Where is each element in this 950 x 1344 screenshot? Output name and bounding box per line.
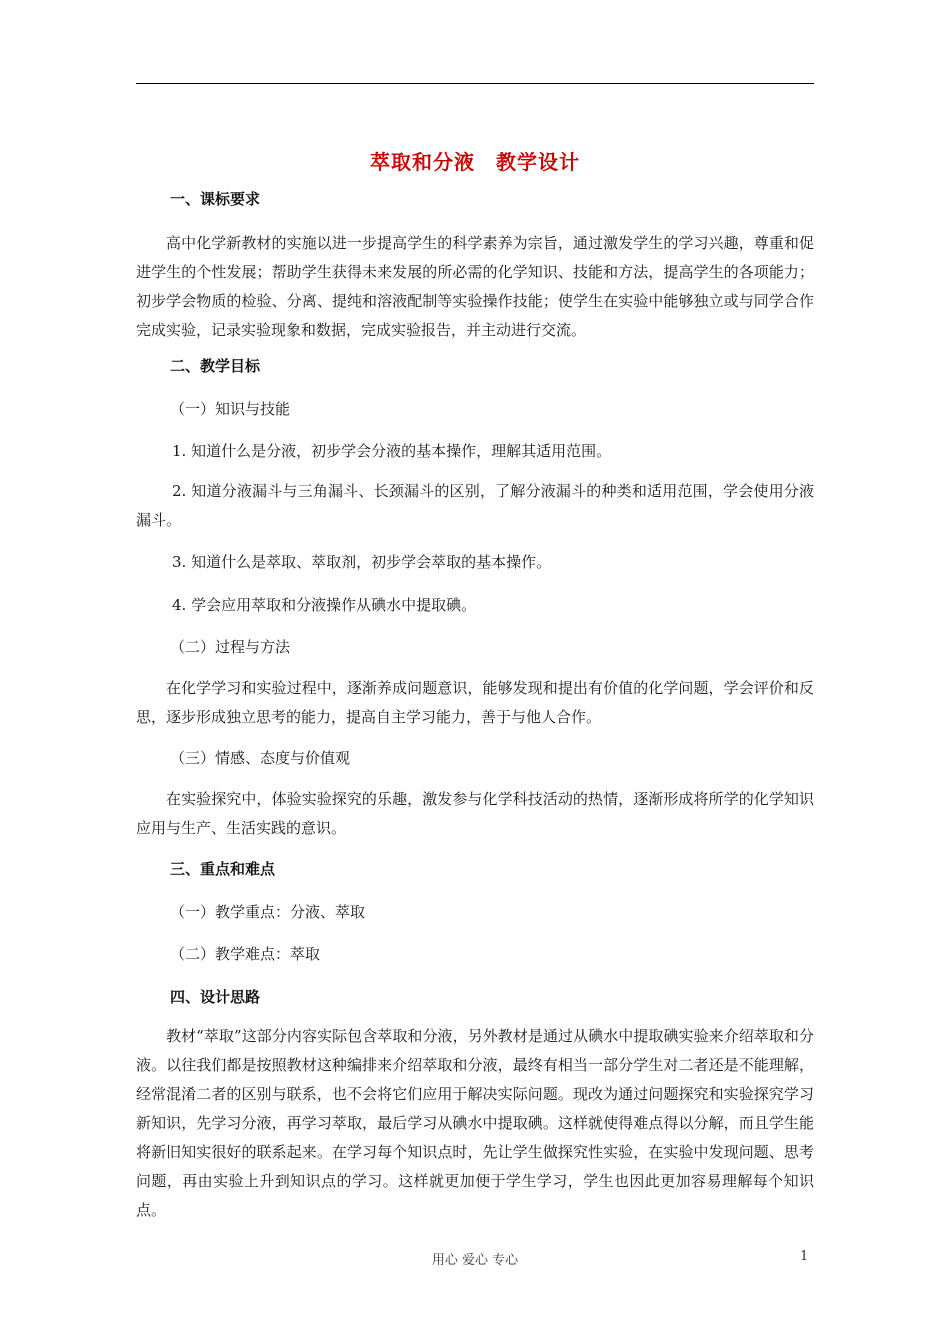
objective-item-1: 1. 知道什么是分液，初步学会分液的基本操作，理解其适用范围。	[172, 442, 612, 460]
objective-item-4: 4. 学会应用萃取和分液操作从碘水中提取碘。	[172, 596, 477, 614]
section-heading-4: 四、设计思路	[170, 988, 261, 1006]
footer-motto: 用心 爱心 专心	[431, 1253, 519, 1268]
subheading-process-method: （二）过程与方法	[170, 638, 291, 656]
section-1-paragraph: 高中化学新教材的实施以进一步提高学生的科学素养为宗旨，通过激发学生的学习兴趣，尊重和促进学生的个性发展；帮助学生获得未来发展的所必需的化学知识、技能和方法，提高学生的各项能力；初步学会物质的检验、分离、提纯和溶液配制等实验操作技能；使学生在实验中能够独立或与同学合作完成实验，记录实验现象和数据，完成实验报告，并主动进行交流。	[136, 234, 814, 339]
subheading-attitude-values: （三）情感、态度与价值观	[170, 749, 351, 767]
objective-item-2: 2. 知道分液漏斗与三角漏斗、长颈漏斗的区别，了解分液漏斗的种类和适用范围，学会使用分液漏斗。	[136, 482, 814, 529]
section-heading-1: 一、课标要求	[170, 190, 261, 208]
section-heading-2: 二、教学目标	[170, 357, 261, 375]
document-title: 萃取和分液 教学设计	[370, 150, 580, 174]
subheading-knowledge-skills: （一）知识与技能	[170, 400, 291, 418]
header-rule	[136, 83, 814, 84]
teaching-focus: （一）教学重点：分液、萃取	[170, 903, 366, 921]
attitude-values-paragraph: 在实验探究中，体验实验探究的乐趣，激发参与化学科技活动的热情，逐渐形成将所学的化学知识应用与生产、生活实践的意识。	[136, 790, 814, 837]
process-method-paragraph: 在化学学习和实验过程中，逐渐养成问题意识，能够发现和提出有价值的化学问题，学会评价和反思，逐步形成独立思考的能力，提高自主学习能力，善于与他人合作。	[136, 679, 814, 726]
teaching-difficulty: （二）教学难点：萃取	[170, 945, 321, 963]
design-idea-paragraph: 教材“萃取”这部分内容实际包含萃取和分液，另外教材是通过从碘水中提取碘实验来介绍萃取和分液。以往我们都是按照教材这种编排来介绍萃取和分液，最终有相当一部分学生对二者还是不能理解，经常混淆二者的区别与联系，也不会将它们应用于解决实际问题。现改为通过问题探究和实验探究学习新知识，先学习分液，再学习萃取，最后学习从碘水中提取碘。这样就使得难点得以分解，而且学生能将新旧知实很好的联系起来。在学习每个知识点时，先让学生做探究性实验，在实验中发现问题、思考问题，再由实验上升到知识点的学习。这样就更加便于学生学习，学生也因此更加容易理解每个知识点。	[136, 1027, 814, 1219]
objective-item-3: 3. 知道什么是萃取、萃取剂，初步学会萃取的基本操作。	[172, 553, 552, 571]
page-number: 1	[800, 1249, 809, 1264]
section-heading-3: 三、重点和难点	[170, 860, 276, 878]
